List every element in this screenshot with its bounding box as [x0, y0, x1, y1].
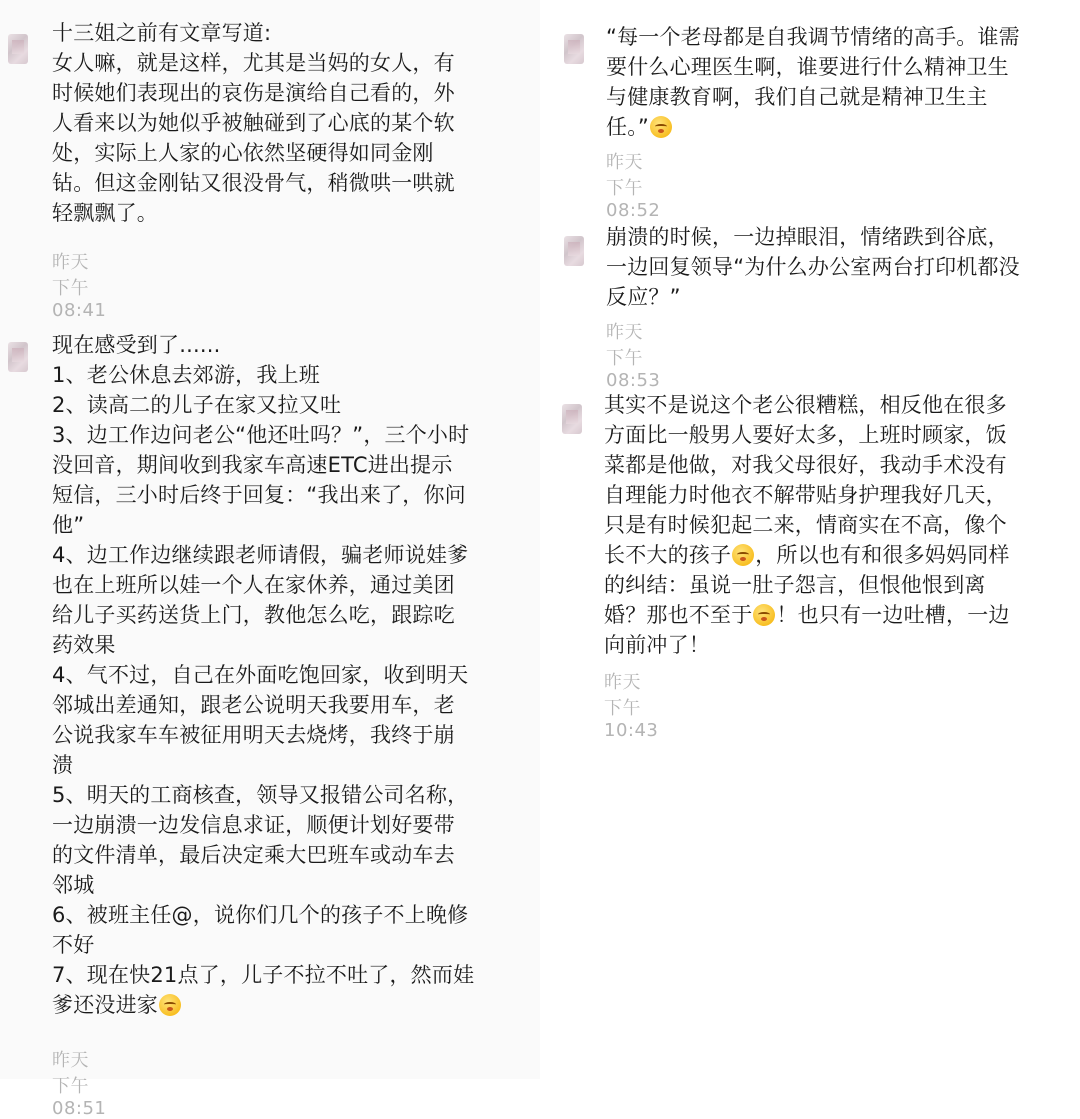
comment-text: 崩溃的时候，一边掉眼泪，情绪跌到谷底， 一边回复领导“为什么办公室两台打印机都没 反应？” [606, 225, 1020, 309]
comment-text-part3: ！也只有一边吐槽，一边 向前冲了！ [604, 603, 1010, 657]
comment-timestamp: 昨天 下午 08:41 [52, 252, 107, 321]
comment-timestamp: 昨天 下午 08:51 [52, 1050, 107, 1119]
comment-timestamp: 昨天 下午 08:52 [606, 152, 661, 221]
face-emoji-icon [753, 604, 775, 626]
user-avatar[interactable] [8, 342, 28, 372]
user-avatar[interactable] [8, 34, 28, 64]
comment-text-part1: 其实不是说这个老公很糟糕，相反他在很多 方面比一般男人要好太多，上班时顾家，饭 菜都是他做，对我父母很好，我动手术没有 自理能力时他衣不解带贴身护理我好几天， 只是有时候犯起二来，情商实在不高，像个 长不大的孩子 [604, 393, 1007, 567]
comment-text [52, 330, 522, 1020]
face-emoji-icon [159, 994, 181, 1016]
comment-timestamp: 昨天 下午 10:43 [604, 672, 659, 741]
column-divider [540, 0, 548, 1079]
comment-text [604, 390, 1066, 660]
user-avatar[interactable] [564, 34, 584, 64]
comment-text-main: 现在感受到了...... 1、老公休息去郊游，我上班 2、读高二的儿子在家又拉又吐 3、边工作边问老公“他还吐吗？”，三个小时 没回音，期间收到我家车高速ETC进出提示 短信，三小时后终于回复：“我出来了，你问 他” 4、边工作边继续跟老师请假，骗老师说娃爹 也在上班所以娃一个人在家休养，通过美团 给儿子买药送货上门，教他怎么吃，跟踪吃 药效果 4、气不过，自己在外面吃饱回家，收到明天 邻城出差通知，跟老公说明天我要用车，老 公说我家车车被征用明天去烧烤，我终于崩 溃 5、明天的工商核查，领导又报错公司名称， 一边崩溃一边发信息求证，顺便计划好要带 的文件清单，最后决定乘大巴班车或动车去 邻城 6、被班主任@，说你们几个的孩子不上晚修 不好 7、现在快21点了，儿子不拉不吐了，然而娃 爹还没进家 [52, 333, 475, 1017]
user-avatar[interactable] [562, 404, 582, 434]
face-emoji-icon [650, 116, 672, 138]
user-avatar[interactable] [564, 236, 584, 266]
comment-text [606, 22, 1066, 142]
face-emoji-icon [732, 544, 754, 566]
comment-text-main: “每一个老母都是自我调节情绪的高手。谁需 要什么心理医生啊，谁要进行什么精神卫生 与健康教育啊，我们自己就是精神卫生主 任。” [606, 25, 1020, 139]
comment-timestamp: 昨天 下午 08:53 [606, 322, 661, 391]
comment-text-part2: ，所以也有和很多妈妈同样 的纠结：虽说一肚子怨言，但恨他恨到离 婚？那也不至于 [604, 543, 1010, 627]
comment-text: 十三姐之前有文章写道: 女人嘛，就是这样，尤其是当妈的女人，有 时候她们表现出的哀伤是演给自己看的，外 人看来以为她似乎被触碰到了心底的某个软 处，实际上人家的心依然坚硬得如同金刚 钻。但这金刚钻又很没骨气，稍微哄一哄就 轻飘飘了。 [52, 21, 455, 225]
